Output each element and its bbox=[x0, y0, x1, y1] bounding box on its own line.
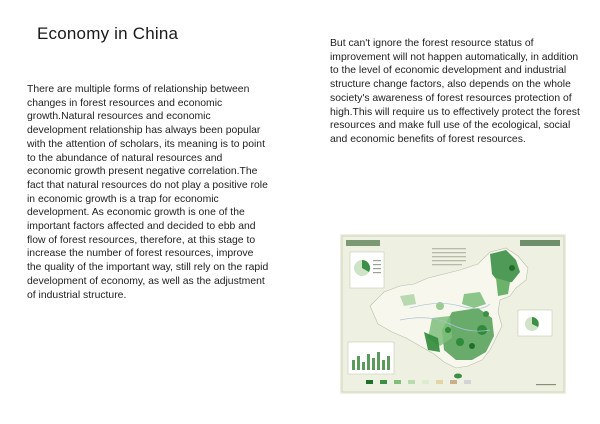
map-hainan-island bbox=[454, 374, 462, 379]
map-title-banner bbox=[346, 240, 380, 246]
china-forest-map-figure bbox=[340, 234, 566, 394]
right-paragraph: But can't ignore the forest resource status of improvement will not happen automatically, in addition to the level of economic development and industrial structure change factors, also depends on the whole society's awareness of forest resources protection of high.This will require us to effectively protect the forest resources and make full use of the ecological, social and economic benefits of forest resources. bbox=[330, 38, 580, 145]
page-title: Economy in China bbox=[37, 24, 179, 43]
china-forest-map-icon bbox=[340, 234, 566, 394]
left-paragraph: There are multiple forms of relationship between changes in forest resources and economic growth.Natural resources and economic development relationship has always been popular with the attention of scholars, its meaning is to point to the abundance of natural resources and economic growth present negative correlation.The fact that natural resources do not play a positive role in economic growth is a trap for economic development. As economic growth is one of the important factors affected and decided to ebb and flow of forest resources, therefore, at this stage to increase the number of forest resources, improve the quality of the important way, still rely on the rapid development of economy, as well as the adjustment of industrial structure. bbox=[27, 84, 269, 301]
map-corner-banner bbox=[520, 240, 560, 246]
map-scale-bar bbox=[536, 384, 556, 385]
